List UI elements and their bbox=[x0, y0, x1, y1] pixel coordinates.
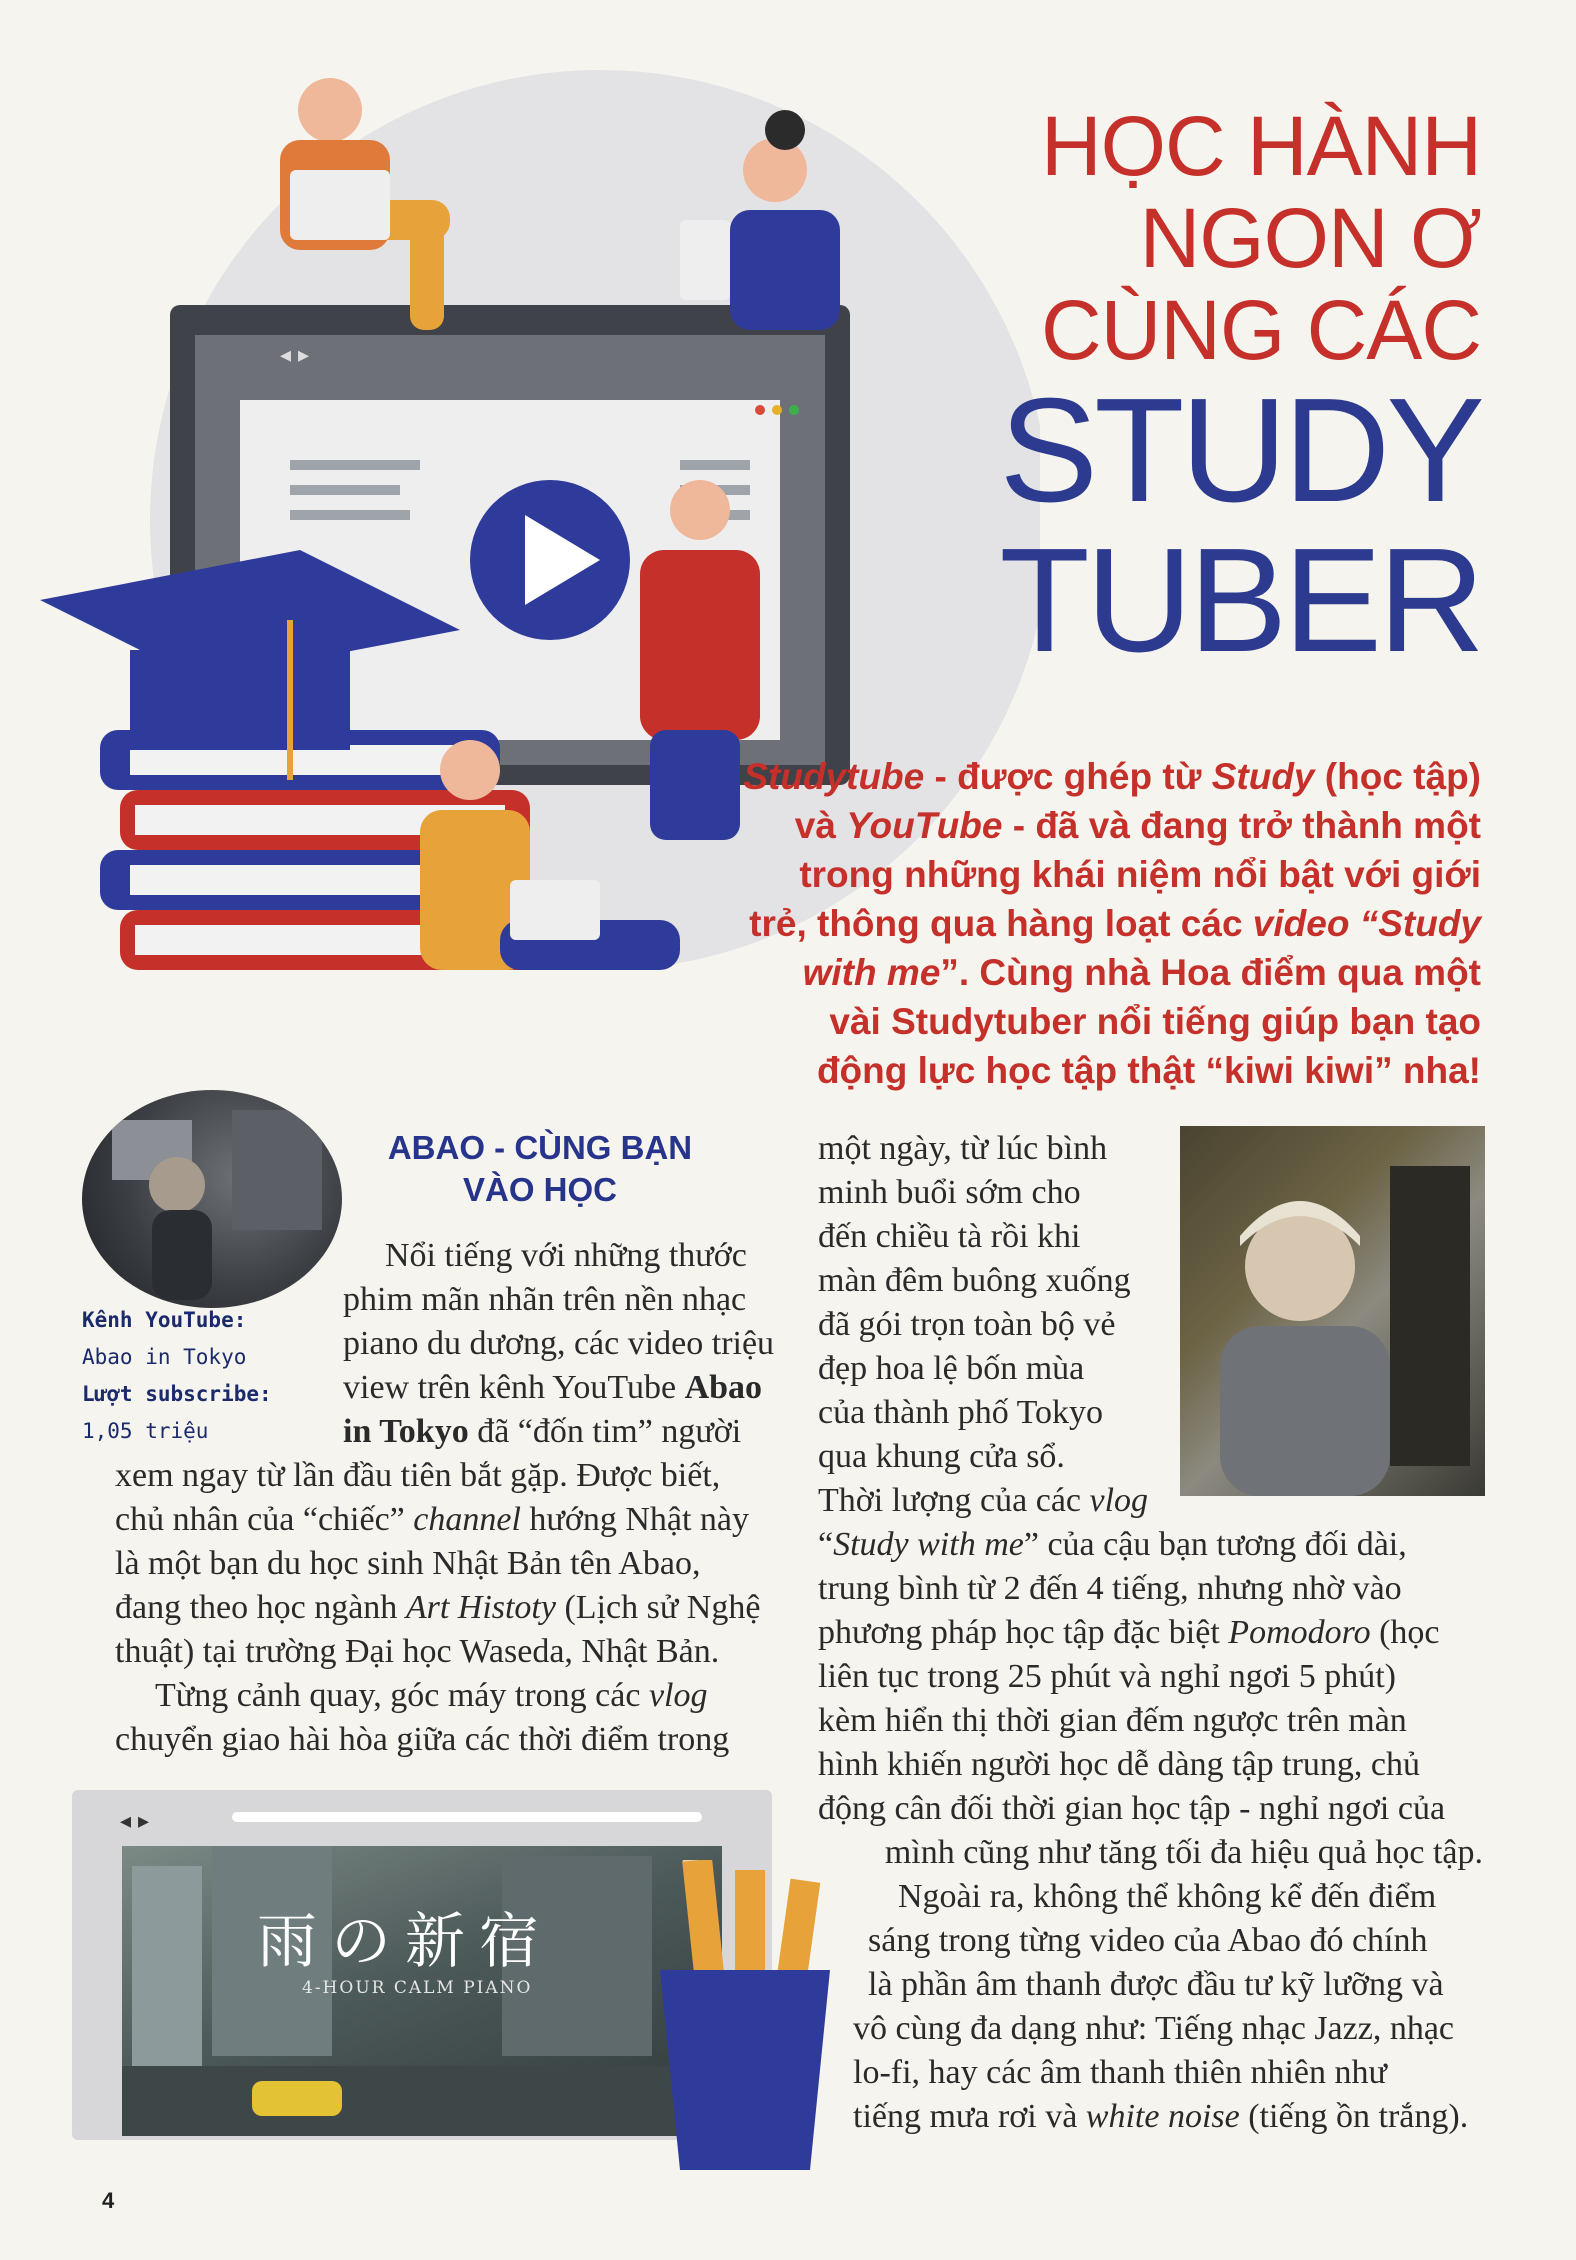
subs-value: 1,05 triệu bbox=[82, 1419, 209, 1443]
browser-bar bbox=[72, 1790, 772, 1846]
c2-p1: Ngoài ra, không thể không kể đến điểm bbox=[898, 1878, 1437, 1915]
lead-l1b: - được ghép từ bbox=[924, 756, 1212, 797]
pencil-cup-illustration bbox=[650, 1860, 840, 2180]
c2-p5: lo-fi, hay các âm thanh thiên nhiên như bbox=[853, 2054, 1387, 2091]
c2-n5: đã gói trọn toàn bộ vẻ bbox=[818, 1306, 1116, 1343]
c2-w3a: phương pháp học tập đặc biệt bbox=[818, 1614, 1229, 1651]
title-line-2: NGON Ơ bbox=[1139, 191, 1481, 285]
c1-l1: Nổi tiếng với những thước bbox=[385, 1237, 747, 1274]
lead-l2a: và bbox=[794, 805, 847, 846]
c1-l5a: in Tokyo bbox=[343, 1413, 469, 1450]
c1-l4b: Abao bbox=[684, 1369, 763, 1406]
c1-l3: piano du dương, các video triệu bbox=[343, 1325, 775, 1362]
svg-text:◂ ▸: ◂ ▸ bbox=[280, 343, 310, 368]
lead-l6: vài Studytuber nổi tiếng giúp bạn tạo bbox=[829, 1001, 1481, 1042]
c2-p6b: white noise bbox=[1085, 2098, 1240, 2135]
lead-l1a: Studytube bbox=[743, 756, 925, 797]
c2-p6c: (tiếng ồn trắng). bbox=[1239, 2098, 1469, 2135]
c2-w1b: Study with me bbox=[833, 1526, 1024, 1563]
c1-l9b: Art Histoty bbox=[405, 1589, 556, 1626]
section-title bbox=[360, 1127, 720, 1211]
c1-l7c: hướng Nhật này bbox=[520, 1501, 749, 1538]
video-title-jp: 雨の新宿 bbox=[257, 1907, 553, 1977]
c2-n9b: vlog bbox=[1089, 1482, 1149, 1519]
c2-w1c: ” của cậu bạn tương đối dài, bbox=[1023, 1526, 1407, 1563]
c2-n6: đẹp hoa lệ bốn mùa bbox=[818, 1350, 1085, 1387]
c1-l7b: channel bbox=[413, 1501, 521, 1538]
c2-n9a: Thời lượng của các bbox=[818, 1482, 1090, 1519]
lead-l2b: YouTube bbox=[846, 805, 1003, 846]
headline bbox=[999, 99, 1481, 683]
lead-l1c: Study bbox=[1211, 756, 1315, 797]
svg-text:◂ ▸: ◂ ▸ bbox=[120, 1809, 150, 1834]
c2-w8: mình cũng như tăng tối đa hiệu quả học tập. bbox=[884, 1834, 1483, 1871]
c1-l11a: Từng cảnh quay, góc máy trong các bbox=[155, 1677, 649, 1714]
c1-l7a: chủ nhân của “chiếc” bbox=[115, 1501, 414, 1538]
column-left bbox=[115, 1234, 775, 1762]
c2-n8: qua khung cửa sổ. bbox=[818, 1438, 1065, 1475]
lead-l1d: (học tập) bbox=[1314, 756, 1481, 797]
c1-l12: chuyển giao hài hòa giữa các thời điểm trong bbox=[115, 1721, 730, 1758]
channel-label: Kênh YouTube: bbox=[82, 1308, 247, 1332]
c1-l10: thuật) tại trường Đại học Waseda, Nhật Bản. bbox=[115, 1633, 720, 1670]
c1-l2: phim mãn nhãn trên nền nhạc bbox=[343, 1281, 747, 1318]
video-thumbnail bbox=[122, 1846, 722, 2136]
c1-l11b: vlog bbox=[648, 1677, 708, 1714]
c2-n1: một ngày, từ lúc bình bbox=[818, 1130, 1108, 1167]
lead-l4a: trẻ, thông qua hàng loạt các bbox=[749, 903, 1253, 944]
lead-l3: trong những khái niệm nổi bật với giới bbox=[799, 854, 1481, 895]
lead-l5b: ”. Cùng nhà Hoa điểm qua một bbox=[940, 952, 1481, 993]
column-right bbox=[818, 1127, 1483, 2139]
c1-l8: là một bạn du học sinh Nhật Bản tên Abao, bbox=[115, 1545, 701, 1582]
title-big-2: TUBER bbox=[999, 518, 1481, 683]
c2-p2: sáng trong từng video của Abao đó chính bbox=[868, 1922, 1428, 1959]
c2-p4: vô cùng đa dạng như: Tiếng nhạc Jazz, nhạc bbox=[853, 2010, 1455, 2047]
c1-l9c: (Lịch sử Nghệ bbox=[555, 1589, 761, 1626]
c2-w3c: (học bbox=[1370, 1614, 1440, 1651]
c2-n2: minh buổi sớm cho bbox=[818, 1174, 1081, 1211]
page-number: 4 bbox=[102, 2188, 115, 2213]
c2-w5: kèm hiển thị thời gian đếm ngược trên màn bbox=[818, 1702, 1407, 1739]
c2-w3b: Pomodoro bbox=[1228, 1614, 1371, 1651]
c2-n3: đến chiều tà rồi khi bbox=[818, 1218, 1081, 1255]
c1-l9a: đang theo học ngành bbox=[115, 1589, 406, 1626]
c2-p3: là phần âm thanh được đầu tư kỹ lưỡng và bbox=[868, 1966, 1444, 2003]
lead-l5a: with me bbox=[802, 952, 941, 993]
title-line-1: HỌC HÀNH bbox=[1040, 99, 1481, 193]
c2-n4: màn đêm buông xuống bbox=[818, 1262, 1131, 1299]
lead-paragraph bbox=[661, 752, 1481, 1095]
subs-label: Lượt subscribe: bbox=[82, 1382, 272, 1406]
c2-w6: hình khiến người học dễ dàng tập trung, chủ bbox=[818, 1746, 1421, 1783]
lead-l2c: - đã và đang trở thành một bbox=[1002, 805, 1481, 846]
c2-w2: trung bình từ 2 đến 4 tiếng, nhưng nhờ vào bbox=[818, 1570, 1402, 1607]
section-title-l1: ABAO - CÙNG BẠN bbox=[387, 1129, 693, 1166]
c1-l5b: đã “đốn tim” người bbox=[468, 1413, 742, 1450]
title-big-1: STUDY bbox=[999, 368, 1481, 533]
c1-l4a: view trên kênh YouTube bbox=[343, 1369, 685, 1406]
c2-w7: động cân đối thời gian học tập - nghỉ ngơi của bbox=[818, 1790, 1446, 1827]
lead-l4b: video “Study bbox=[1252, 903, 1481, 944]
section-title-l2: VÀO HỌC bbox=[462, 1171, 617, 1208]
title-line-3: CÙNG CÁC bbox=[1040, 283, 1481, 377]
c2-p6a: tiếng mưa rơi và bbox=[853, 2098, 1086, 2135]
c2-n7: của thành phố Tokyo bbox=[818, 1394, 1103, 1431]
c1-l6: xem ngay từ lần đầu tiên bắt gặp. Được biết, bbox=[115, 1457, 721, 1494]
c2-w4: liên tục trong 25 phút và nghỉ ngơi 5 phút) bbox=[818, 1658, 1396, 1695]
c2-w1a: “ bbox=[818, 1526, 834, 1563]
lead-l7: động lực học tập thật “kiwi kiwi” nha! bbox=[816, 1050, 1481, 1091]
video-subtitle: 4-HOUR CALM PIANO bbox=[302, 1978, 533, 1998]
channel-value: Abao in Tokyo bbox=[82, 1345, 247, 1369]
